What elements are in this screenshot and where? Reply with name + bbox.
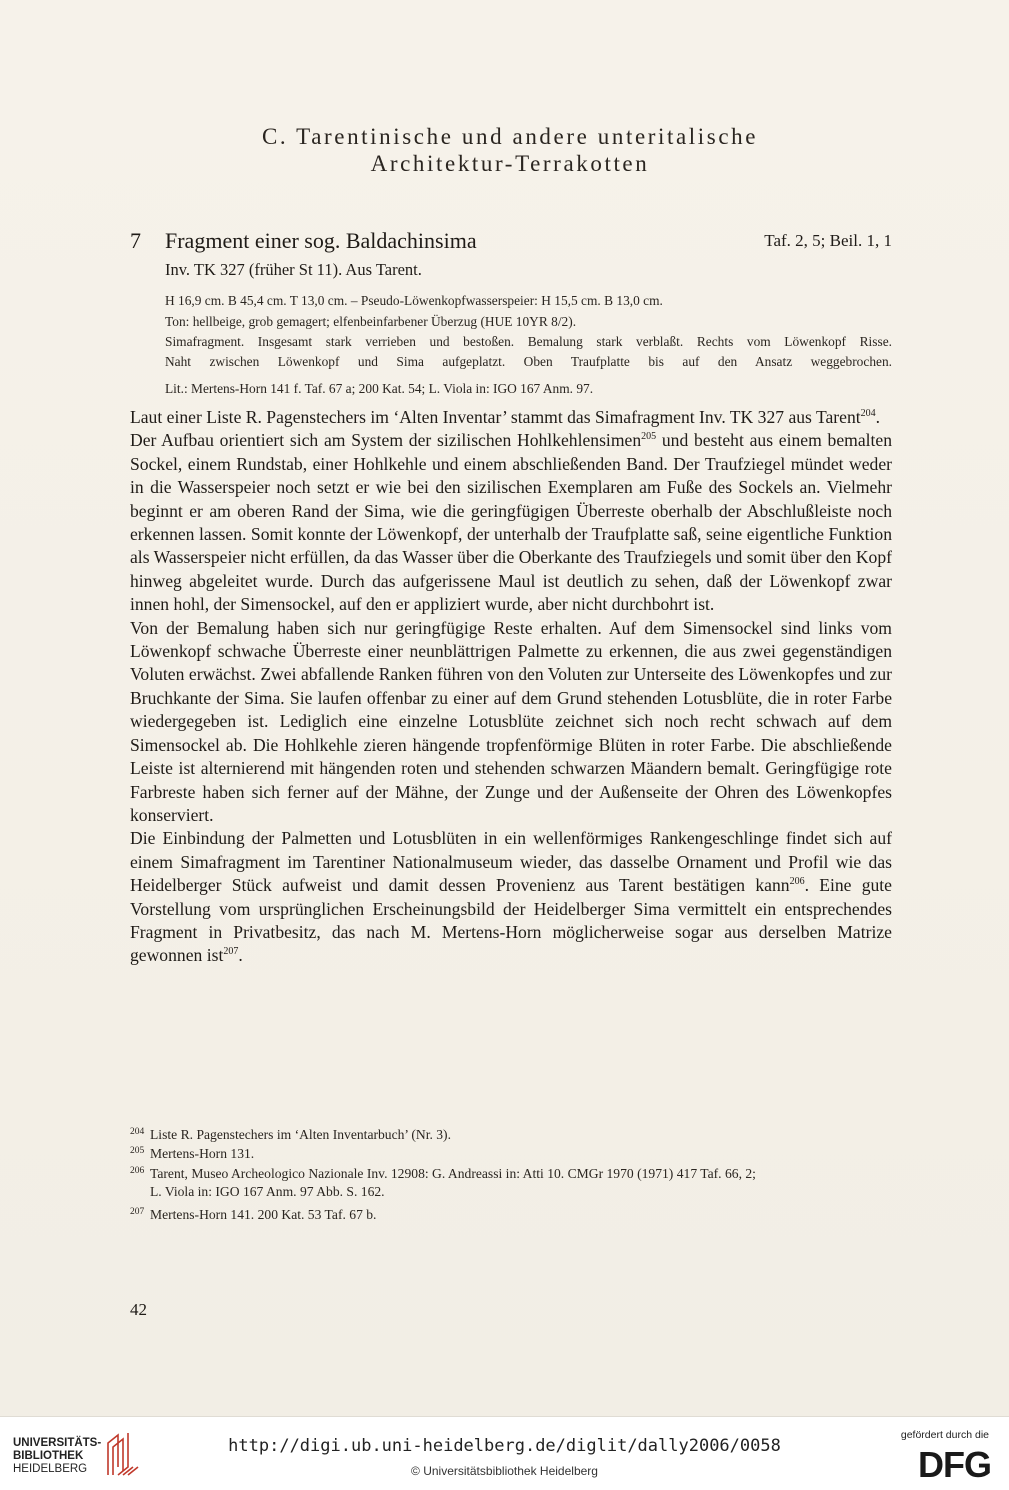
footnote-204: 204 Liste R. Pagenstechers im ‘Alten Inventarbuch’ (Nr. 3). <box>130 1127 451 1142</box>
funding-note: gefördert durch die <box>900 1429 989 1441</box>
chapter-heading-line-2: Architektur-Terrakotten <box>370 151 650 176</box>
dfg-logo[interactable]: DFG <box>918 1444 991 1485</box>
literature-line: Lit.: Mertens-Horn 141 f. Taf. 67 a; 200 Kat. 54; L. Viola in: IGO 167 Anm. 97. <box>165 381 594 396</box>
footnote-ref-205[interactable]: 205 <box>641 431 657 443</box>
viewer-footer <box>0 1416 1009 1490</box>
paragraph-2: Der Aufbau orientiert sich am System der sizilischen Hohlkehlensimen$^{205}$ und besteht aus einem bemalten Sockel, einem Rundstab, einer Hohlkehle und einem abschließenden Band. Der Traufziegel mündet weder in die Wasserspeier noch setzt er wie bei den sizilischen Exemplaren am Fuße des Sockels an. Vielmehr beginnt er am oberen Rand der Sima, wie die geringfügigen Überreste oberhalb der Abschlußleiste noch erkennen lassen. Somit konnte der Löwenkopf, der unterhalb der Traufplatte saß, seine eigentliche Funktion als Wasserspeier nicht erfüllen, da das Wasser über die Oberkante des Traufziegels und somit über den Kopf hinweg abgeleitet wurde. Durch das aufgerissene Maul ist deutlich zu sehen, daß der Löwenkopf zwar innen hohl, der Simensockel, auf den er appliziert wurde, aber nicht durchbohrt ist. <box>130 430 893 615</box>
paragraph-1: Laut einer Liste R. Pagenstechers im ‘Alten Inventar’ stammt das Simafragment Inv. TK 327 aus Tarent$^{204}$. <box>130 407 881 427</box>
permalink-url[interactable]: http://digi.ub.uni-heidelberg.de/diglit/dally2006/0058 <box>228 1436 781 1456</box>
footnote-ref-206[interactable]: 206 <box>789 876 805 888</box>
plate-reference: Taf. 2, 5; Beil. 1, 1 <box>764 231 892 250</box>
catalog-entry-number: 7 <box>130 228 141 253</box>
clay-line: Ton: hellbeige, grob gemagert; elfenbeinfarbener Überzug (HUE 10YR 8/2). <box>165 314 577 329</box>
catalog-entry-title: Fragment einer sog. Baldachinsima <box>165 228 477 253</box>
paragraph-3: Von der Bemalung haben sich nur geringfügige Reste erhalten. Auf dem Simensockel sind links vom Löwenkopf schwache Überreste einer neunblättrigen Palmette zu erkennen, die aus zwei gegenständigen Voluten erwächst. Zwei abfallende Ranken führen von den Voluten zur Unterseite des Löwenkopfes und zur Bruchkante der Sima. Sie laufen offenbar zu einer auf dem Grund stehenden Lotusblüte, die in roter Farbe wiedergegeben ist. Lediglich eine einzelne Lotusblüte zeichnet sich noch recht schwach auf dem Simensockel ab. Die Hohlkehle zieren hängende tropfenförmige Blüten in roter Farbe. Die abschließende Leiste ist alternierend mit hängenden roten und stehenden schwarzen Mäandern bemalt. Geringfügige rote Farbreste haben sich ferner auf der Mähne, der Zunge und der Außenseite der Ohren des Löwenkopfes konserviert. <box>130 617 892 825</box>
measurements-line: H 16,9 cm. B 45,4 cm. T 13,0 cm. – Pseudo-Löwenkopfwasserspeier: H 15,5 cm. B 13,0 cm. <box>165 293 663 308</box>
inventory-line: Inv. TK 327 (früher St 11). Aus Tarent. <box>165 260 422 279</box>
chapter-heading-line-1: C. Tarentinische und andere unteritalische <box>261 124 759 149</box>
footnote-207: 207 Mertens-Horn 141. 200 Kat. 53 Taf. 67 b. <box>130 1207 377 1222</box>
copyright-notice: © Universitätsbibliothek Heidelberg <box>411 1464 598 1478</box>
condition-line-1: Simafragment. Insgesamt stark verrieben und bestoßen. Bemalung stark verblaßt. Rechts vom Löwenkopf Risse. <box>165 334 892 349</box>
chapter-heading <box>130 123 890 177</box>
condition-line-2: Naht zwischen Löwenkopf und Sima aufgeplatzt. Oben Traufplatte bis auf den Ansatz weggebrochen. <box>165 354 892 369</box>
footnote-ref-204[interactable]: 204 <box>860 408 876 419</box>
footnote-205: 205 Mertens-Horn 131. <box>130 1146 255 1161</box>
body-text <box>130 406 892 968</box>
paragraph-4: Die Einbindung der Palmetten und Lotusblüten in ein wellenförmiges Rankengeschlinge findet sich auf einem Simafragment im Tarentiner Nationalmuseum wieder, das dasselbe Ornament und Profil wie das Heidelberger Stück aufweist und damit dessen Provenienz aus Tarent bestätigen kann$^{206}$. Eine gute Vorstellung vom ursprünglichen Erscheinungsbild der Heidelberger Sima vermittelt ein entsprechendes Fragment in Privatbesitz, das nach M. Mertens-Horn möglicherweise sogar aus derselben Matrize gewonnen ist$^{207}$. <box>130 828 892 966</box>
library-name[interactable]: UNIVERSITÄTS- BIBLIOTHEK HEIDELBERG <box>13 1437 102 1475</box>
footnote-ref-207[interactable]: 207 <box>223 946 239 958</box>
page-number: 42 <box>130 1300 147 1319</box>
footnote-206: 206 Tarent, Museo Archeologico Nazionale Inv. 12908: G. Andreassi in: Atti 10. CMGr 1970 (1971) 417 Taf. 66, 2; L. Viola in: IGO 167 Anm. 97 Abb. S. 162. <box>130 1166 756 1199</box>
